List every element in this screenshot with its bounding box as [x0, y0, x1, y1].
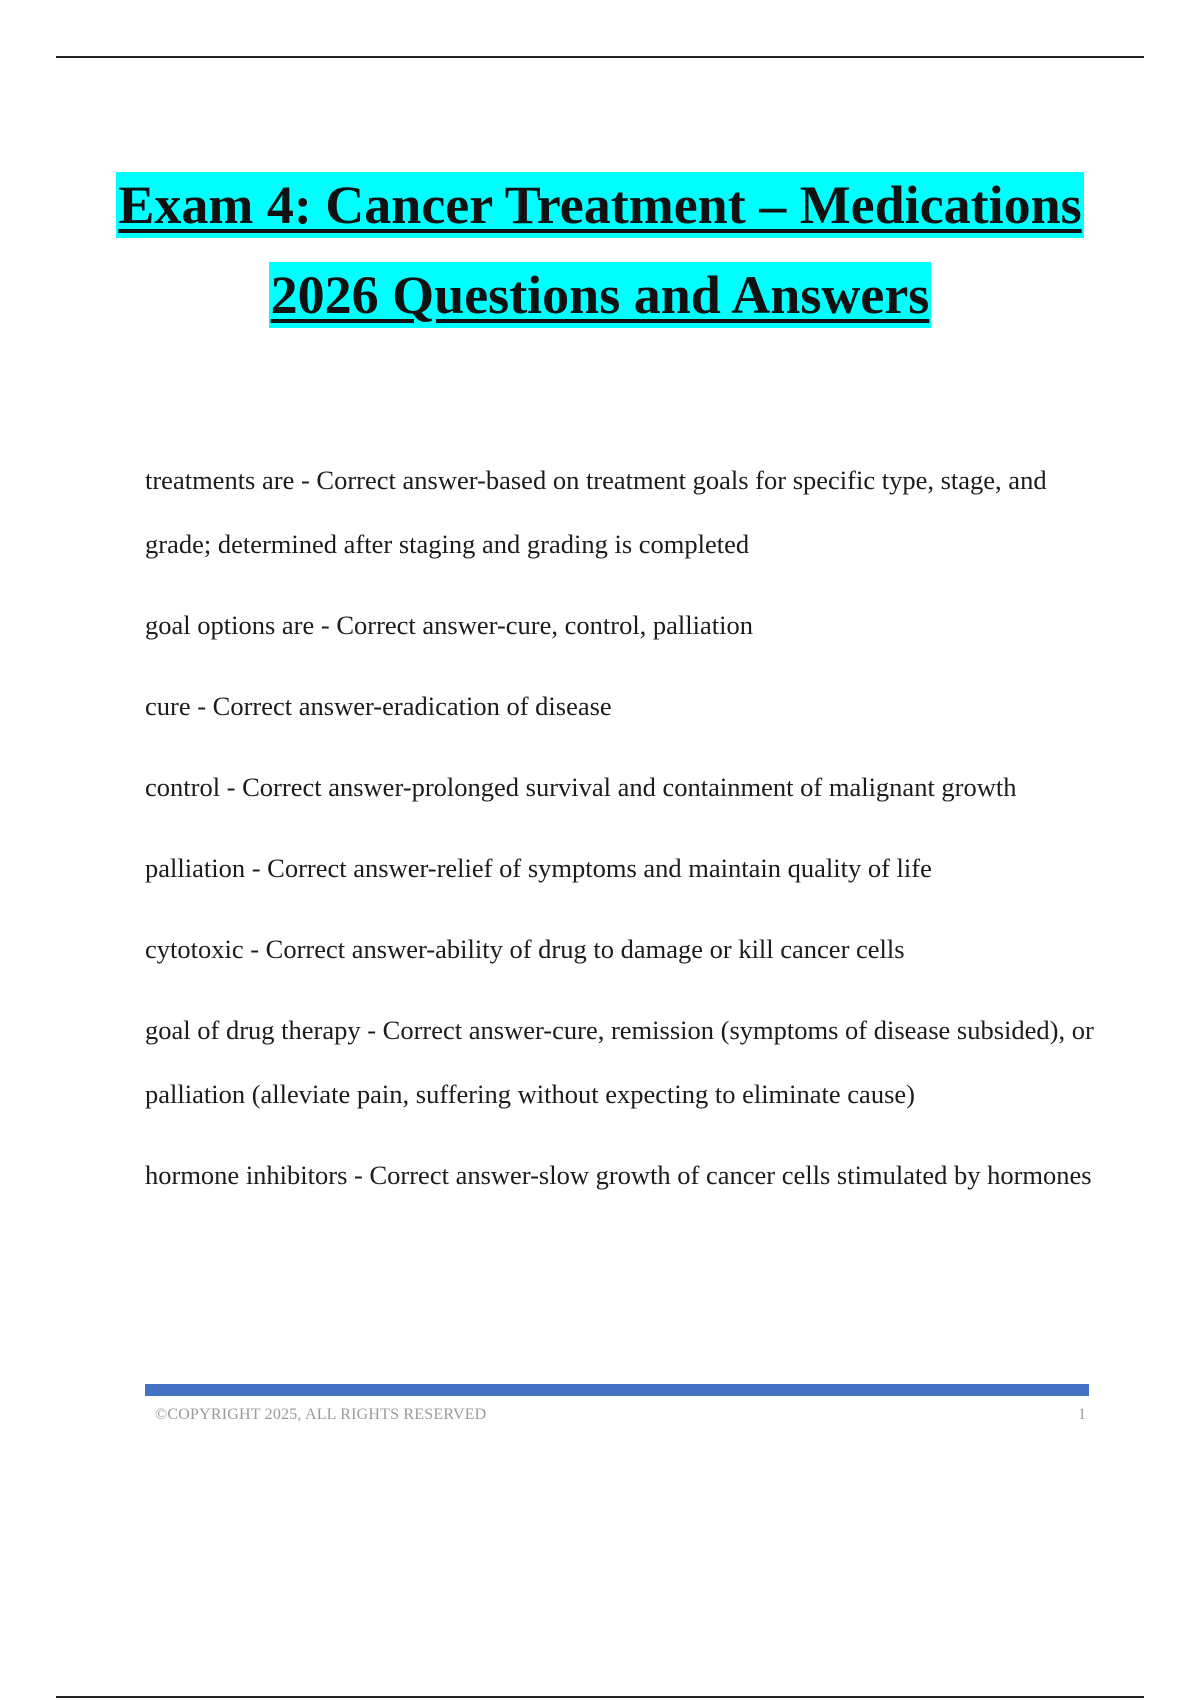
qa-item: cure - Correct answer-eradication of disease: [145, 691, 612, 721]
bottom-rule: [56, 1696, 1144, 1698]
qa-item: hormone inhibitors - Correct answer-slow growth of cancer cells stimulated by hormones: [145, 1160, 1092, 1190]
qa-list: [145, 448, 1095, 1224]
qa-item: treatments are - Correct answer-based on treatment goals for specific type, stage, and grade; determined after staging and grading is completed: [145, 465, 1047, 559]
footer-bar: [145, 1384, 1089, 1396]
title-line-2: 2026 Questions and Answers: [269, 262, 932, 328]
qa-item: palliation - Correct answer-relief of symptoms and maintain quality of life: [145, 853, 932, 883]
title-line-1: Exam 4: Cancer Treatment – Medications: [116, 172, 1083, 238]
qa-item: control - Correct answer-prolonged survival and containment of malignant growth: [145, 772, 1017, 802]
top-rule: [56, 56, 1144, 58]
page-number: 1: [1078, 1406, 1086, 1423]
qa-item: cytotoxic - Correct answer-ability of drug to damage or kill cancer cells: [145, 934, 905, 964]
qa-item: goal of drug therapy - Correct answer-cure, remission (symptoms of disease subsided), or palliation (alleviate pain, suffering without expecting to eliminate cause): [145, 1015, 1094, 1109]
document-title: [0, 172, 1200, 328]
footer-copyright: ©COPYRIGHT 2025, ALL RIGHTS RESERVED: [155, 1406, 487, 1423]
qa-item: goal options are - Correct answer-cure, control, palliation: [145, 610, 754, 640]
